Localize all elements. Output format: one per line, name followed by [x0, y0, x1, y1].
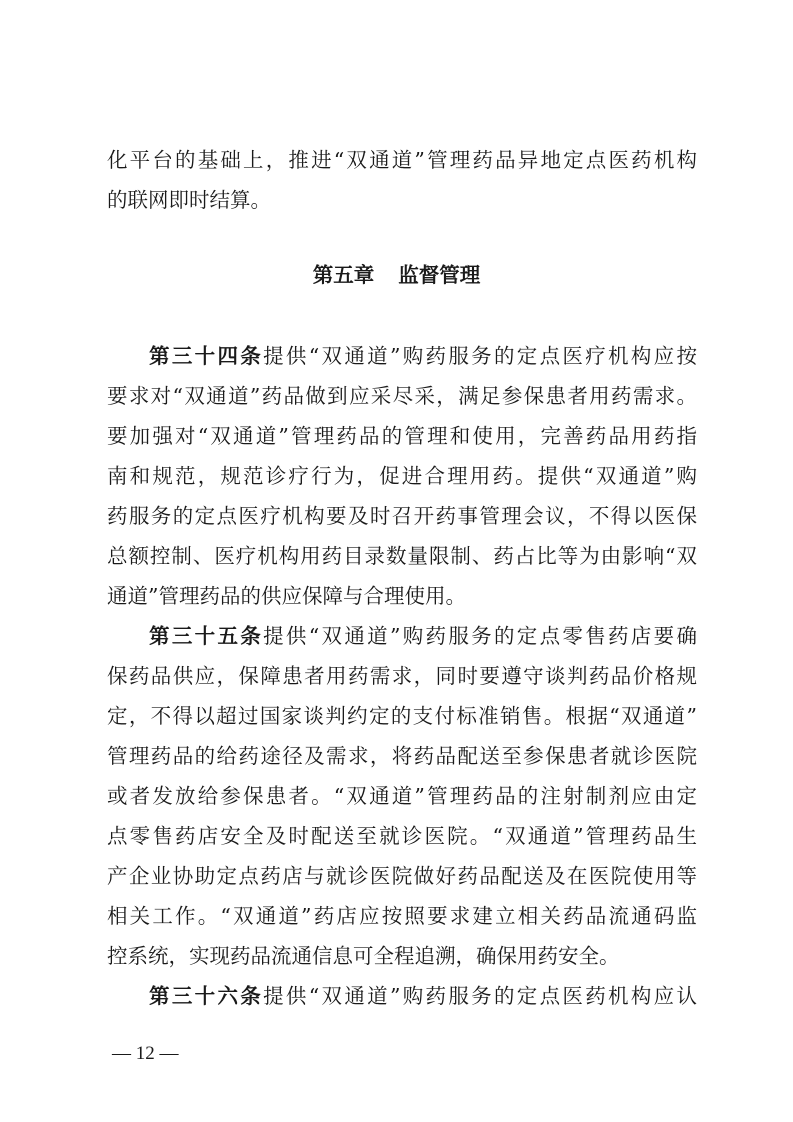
article-34-line: 通道”管理药品的供应保障与合理使用。	[107, 584, 466, 608]
article-36-number: 第三十六条	[149, 984, 264, 1008]
article-34-line: 要求对“双通道”药品做到应采尽采，满足参保患者用药需求。	[107, 384, 697, 408]
article-35-line: 产企业协助定点药店与就诊医院做好药品配送及在医院使用等	[107, 864, 697, 888]
article-34-line: 总额控制、医疗机构用药目录数量限制、药占比等为由影响“双	[107, 544, 697, 568]
article-35-first-text: 提供“双通道”购药服务的定点零售药店要确	[263, 624, 697, 648]
article-35-line: 定，不得以超过国家谈判约定的支付标准销售。根据“双通道”	[107, 704, 697, 728]
article-35-line: 保药品供应，保障患者用药需求，同时要遵守谈判药品价格规	[107, 664, 697, 688]
article-34-first-line	[149, 337, 697, 375]
chapter-number: 第五章	[312, 263, 375, 287]
page-number: — 12 —	[112, 1043, 179, 1064]
intro-line-2: 的联网即时结算。	[107, 188, 271, 212]
article-35-number: 第三十五条	[149, 624, 264, 648]
article-34-line: 要加强对“双通道”管理药品的管理和使用，完善药品用药指	[107, 424, 697, 448]
article-35-line: 管理药品的给药途径及需求，将药品配送至参保患者就诊医院	[107, 744, 697, 768]
article-35-line: 相关工作。“双通道”药店应按照要求建立相关药品流通码监	[107, 904, 697, 928]
article-36-first-line	[149, 977, 697, 1015]
article-36-first-text: 提供“双通道”购药服务的定点医药机构应认	[263, 984, 697, 1008]
article-34-line: 药服务的定点医疗机构要及时召开药事管理会议，不得以医保	[107, 504, 697, 528]
article-34-first-text: 提供“双通道”购药服务的定点医疗机构应按	[263, 344, 697, 368]
article-35-line: 点零售药店安全及时配送至就诊医院。“双通道”管理药品生	[107, 824, 697, 848]
intro-line-1: 化平台的基础上，推进“双通道”管理药品异地定点医药机构	[107, 148, 697, 172]
article-35-first-line	[149, 617, 697, 655]
article-35-line: 或者发放给参保患者。“双通道”管理药品的注射制剂应由定	[107, 784, 697, 808]
article-34-number: 第三十四条	[149, 344, 264, 368]
article-35-line: 控系统，实现药品流通信息可全程追溯，确保用药安全。	[107, 944, 620, 968]
chapter-title: 监督管理	[398, 263, 481, 287]
article-34-line: 南和规范，规范诊疗行为，促进合理用药。提供“双通道”购	[107, 464, 697, 488]
chapter-heading	[0, 256, 793, 294]
